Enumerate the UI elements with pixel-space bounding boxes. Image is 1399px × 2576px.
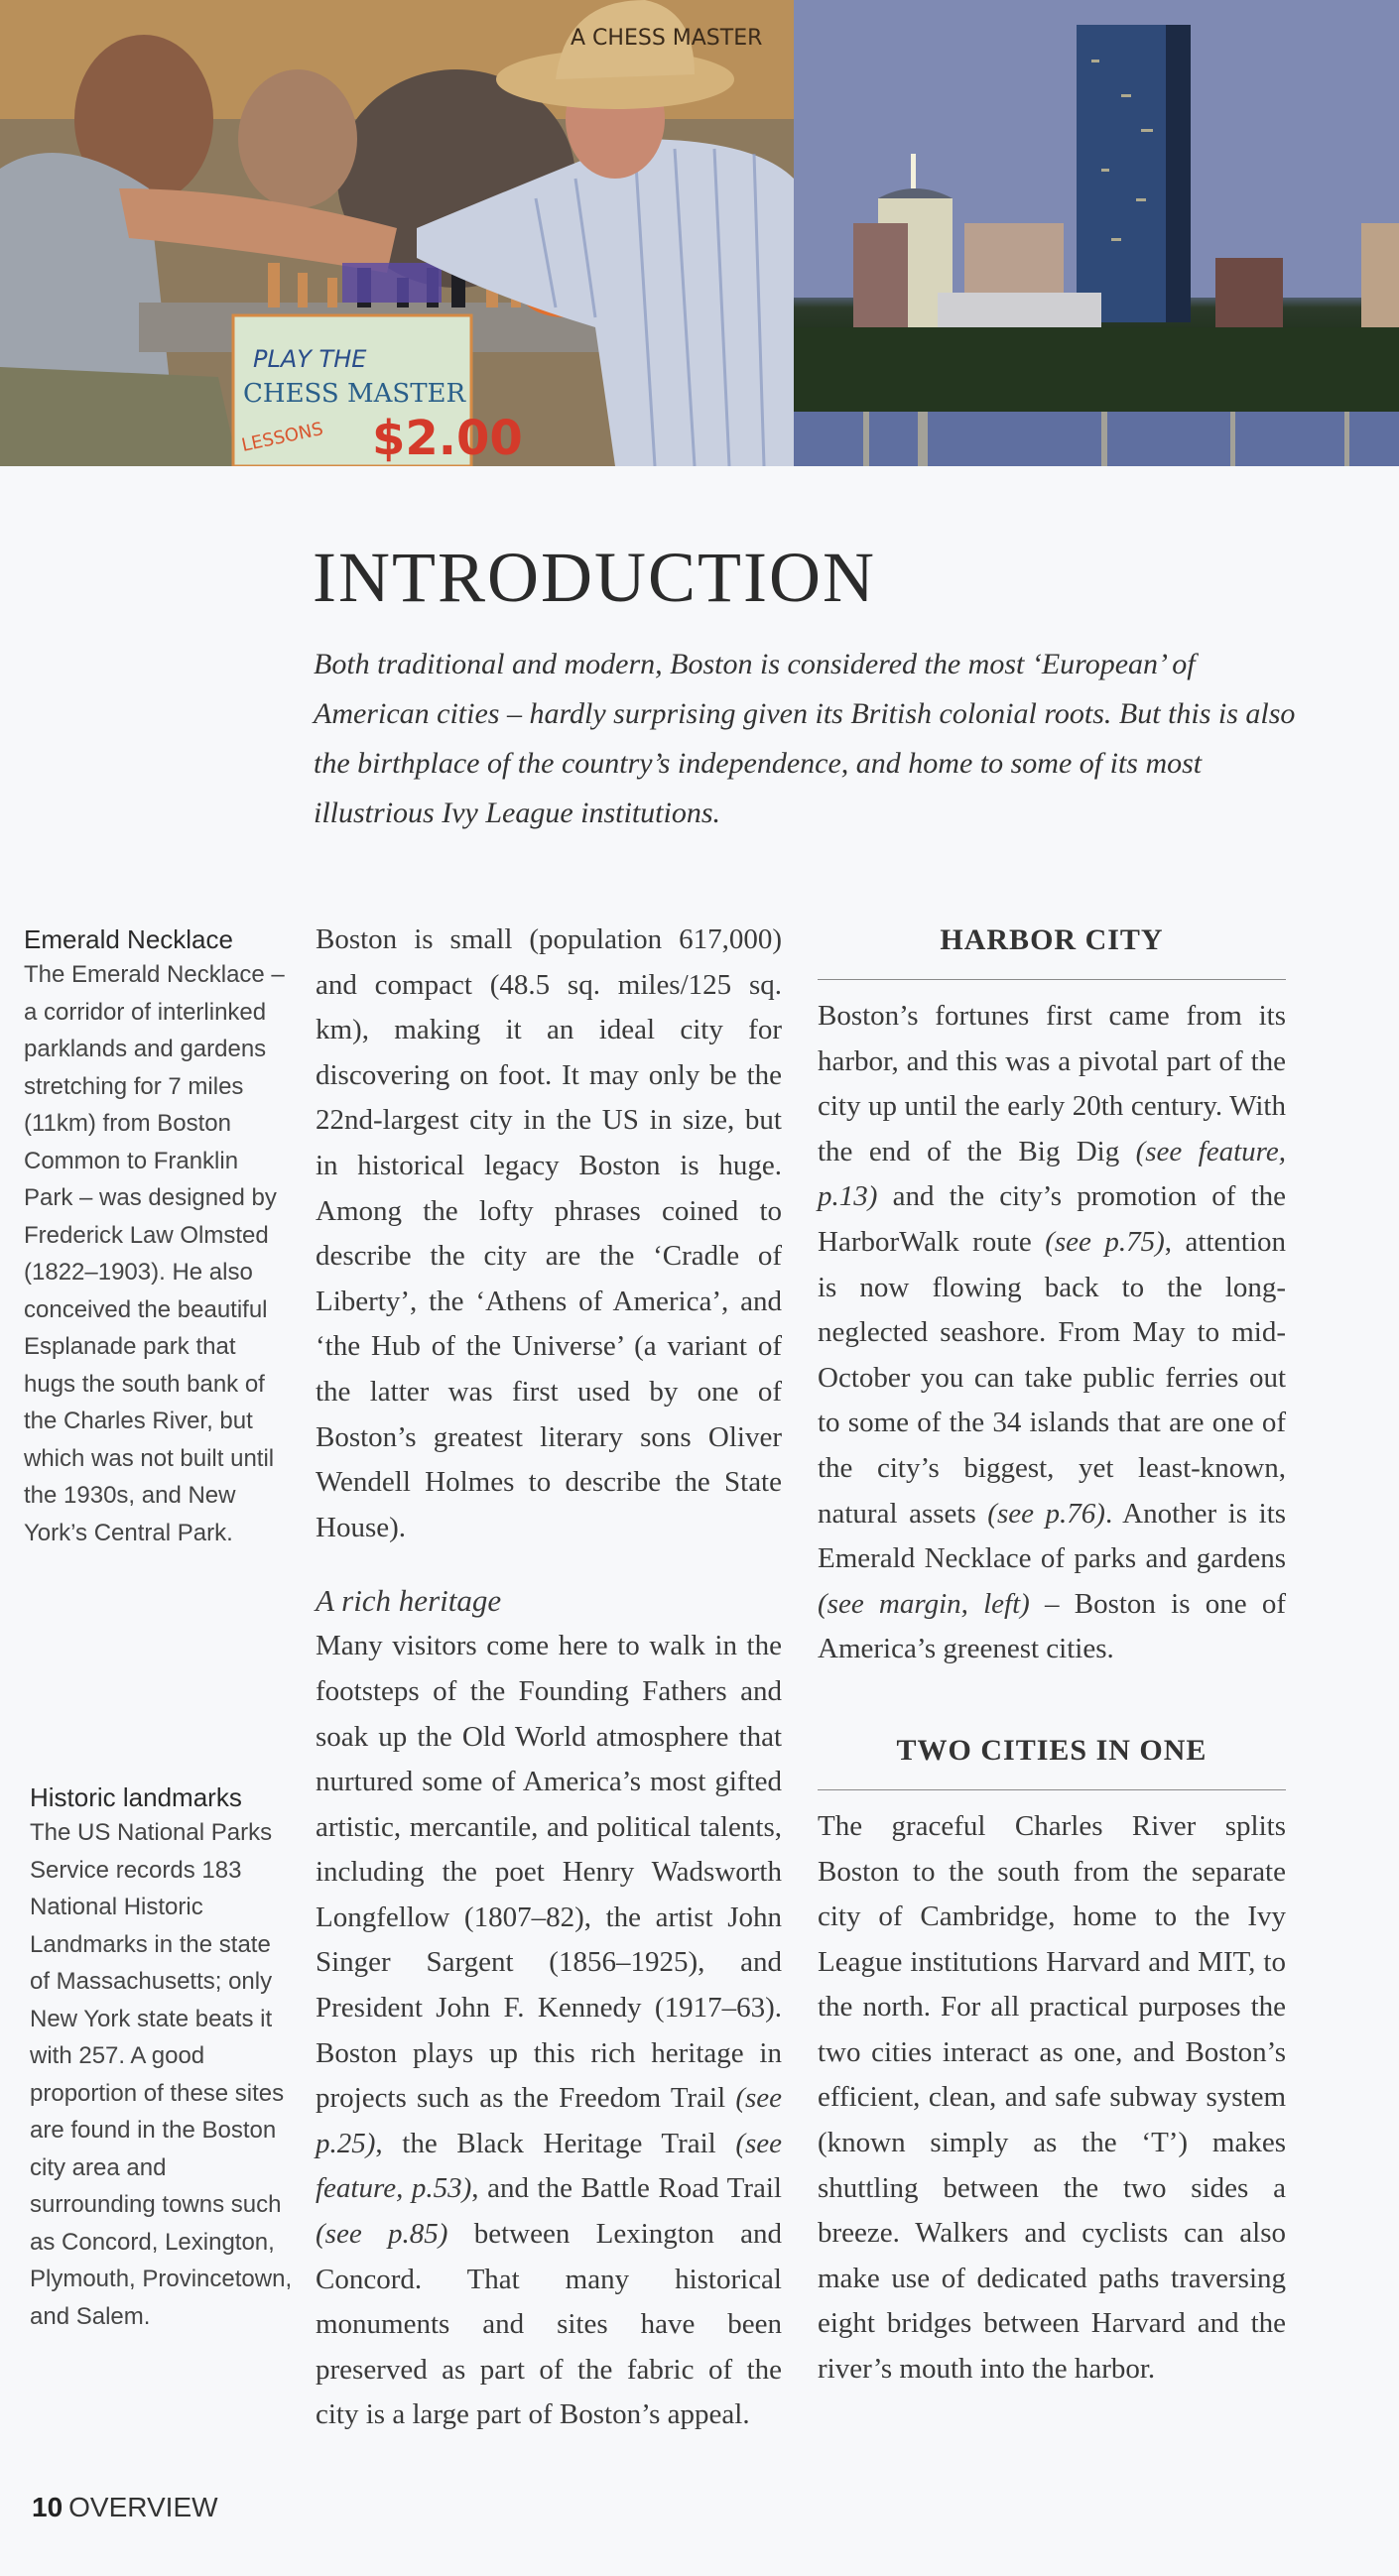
sidebar-body: The US National Parks Service records 183 National Historic Landmarks in the state of Massachusetts; only New York state beats it with 257. A good proportion of these sites are found in the Boston city area and surrounding towns such as Concord, Lexington, Plymouth, Provincetown, and Salem.	[30, 1819, 293, 2330]
section-heading-harbor-city: HARBOR CITY	[940, 923, 1164, 956]
heading-divider	[818, 979, 1286, 980]
sign-lessons: LESSONS	[239, 419, 325, 456]
sign-line-1: PLAY THE	[253, 345, 367, 373]
paragraph-two-cities: The graceful Charles River splits Boston to the south from the separate city of Cambridge, home to the Ivy League institutions Harvard and MIT, to the north. For all practical purposes the two cities interact as one, and Boston’s efficient, clean, and safe subway system (known simply as the ‘T’) makes shuttling between the two sides a breeze. Walkers and cyclists can also make use of dedicated paths traversing eight bridges between Harvard and the river’s mouth into the harbor.	[818, 1809, 1286, 2386]
sidebar-historic-landmarks	[30, 1780, 293, 2335]
paragraph-rich-heritage	[316, 1624, 782, 2438]
sidebar-body: The Emerald Necklace – a corridor of interlinked parklands and gardens stretching for 7 miles (11km) from Boston Common to Franklin Park – was designed by Frederick Law Olmsted (1822–1903). He also conceived the beautiful Esplanade park that hugs the south bank of the Charles River, but which was not built until the 1930s, and New York’s Central Park.	[24, 961, 285, 1546]
heading-divider	[818, 1789, 1286, 1790]
page-reference: (see p.25)	[316, 2082, 783, 2159]
boston-skyline-photo	[794, 0, 1399, 466]
text: Many visitors come here to walk in the footsteps of the Founding Fathers and soak up the Old World atmosphere that nurtured some of America’s most gifted artistic, mercantile, and political talents, including the poet Henry Wadsworth Longfellow (1807–82), the artist John Singer Sargent (1856–1925), and President John F. Kennedy (1917–63). Boston plays up this rich heritage in projects such as the Freedom Trail	[316, 1630, 782, 2115]
subheading-rich-heritage: A rich heritage	[316, 1583, 502, 1619]
sign-line-2: CHESS MASTER	[243, 379, 466, 409]
paragraph-overview: Boston is small (population 617,000) and compact (48.5 sq. miles/125 sq. km), making it an ideal city for discovering on foot. It may only be the 22nd-largest city in the US in size, but in historical legacy Boston is huge. Among the lofty phrases coined to describe the city are the ‘Cradle of Liberty’, the ‘Athens of America’, and ‘the Hub of the Universe’ (a variant of the latter was first used by one of Boston’s greatest literary sons Oliver Wendell Holmes to describe the State House).	[316, 923, 782, 1543]
middle-column	[316, 918, 782, 2438]
page-title: INTRODUCTION	[313, 538, 876, 617]
page-reference: (see margin, left)	[818, 1587, 1030, 1620]
hat-text: A CHESS MASTER	[571, 26, 763, 51]
text: between Lexington and Concord. That many historical monuments and sites have been preserved as part of the fabric of the city is a large part of Boston’s appeal.	[316, 2218, 783, 2431]
section-name: OVERVIEW	[68, 2492, 218, 2522]
section-heading-two-cities: TWO CITIES IN ONE	[896, 1733, 1208, 1767]
text: and the city’s promotion of the HarborWalk route	[818, 1180, 1286, 1258]
page-footer	[32, 2492, 218, 2523]
header-photos	[0, 0, 1399, 466]
sidebar-heading: Historic landmarks	[30, 1782, 242, 1812]
text: , attention is now flowing back to the long-neglected seashore. From May to mid-October you can take public ferries out to some of the 34 islands that are one of the city’s biggest, yet least-known, natural assets	[818, 1225, 1286, 1530]
right-column	[818, 918, 1286, 2392]
page-number: 10	[32, 2492, 64, 2522]
page-reference: (see feature, p.13)	[818, 1135, 1286, 1213]
sidebar-heading: Emerald Necklace	[24, 924, 233, 954]
page-reference: (see feature, p.53)	[316, 2127, 783, 2205]
text: Boston’s fortunes first came from its harbor, and this was a pivotal part of the city up until the early 20th century. With the end of the Big Dig	[818, 1000, 1286, 1167]
page-reference: (see p.85)	[316, 2218, 448, 2251]
sidebar-emerald-necklace	[24, 922, 287, 1551]
page-reference: (see p.76)	[987, 1497, 1105, 1530]
sign-price: $2.00	[372, 411, 523, 466]
text: . Another is its Emerald Necklace of parks and gardens	[818, 1497, 1287, 1575]
text: – Boston is one of America’s greenest cities.	[818, 1587, 1286, 1665]
paragraph-harbor-city	[818, 994, 1286, 1672]
page-reference: (see p.75)	[1045, 1225, 1165, 1258]
text: , the Black Heritage Trail	[375, 2127, 716, 2159]
text: , and the Battle Road Trail	[471, 2172, 782, 2205]
intro-paragraph: Both traditional and modern, Boston is considered the most ‘European’ of American cities – hardly surprising given its British colonial roots. But this is also the birthplace of the country’s independence, and home to some of its most illustrious Ivy League institutions.	[314, 648, 1296, 829]
chess-players-photo	[0, 0, 794, 466]
